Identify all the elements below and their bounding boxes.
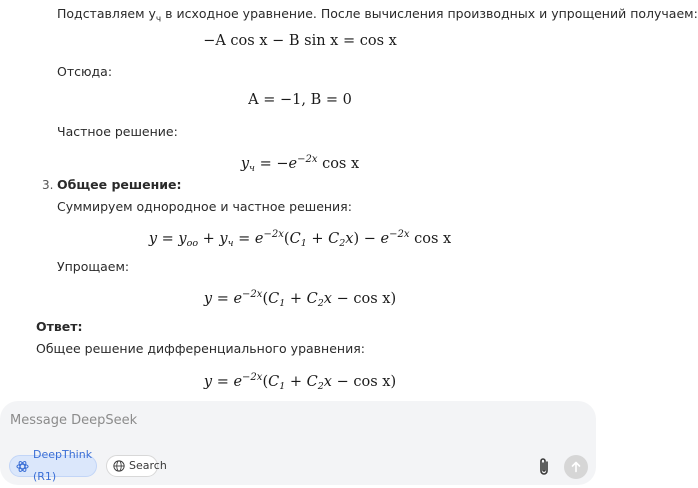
message-input[interactable]: Message DeepSeek	[10, 413, 138, 428]
math-close: )	[353, 231, 360, 247]
math-exp: −2x	[242, 289, 263, 300]
math-sub-2: 2	[317, 298, 324, 309]
math-open: (	[283, 231, 290, 247]
simplify-text: Упрощаем:	[57, 259, 130, 274]
message-composer[interactable]	[0, 401, 596, 485]
math-sub-ch: ч	[249, 163, 255, 174]
atom-icon	[16, 460, 29, 473]
math-plus: +	[202, 231, 215, 247]
math-exp: −2x	[263, 229, 284, 240]
math-minus-cos: − cos x	[331, 374, 391, 390]
math-sub-oo: оо	[186, 238, 199, 249]
math-e: e	[233, 291, 243, 307]
deepthink-label: DeepThink (R1)	[33, 448, 93, 483]
search-label: Search	[129, 459, 167, 472]
math-y: y	[203, 291, 213, 307]
answer-text: Общее решение дифференциального уравнения:	[36, 341, 365, 356]
math-open: (	[262, 374, 269, 390]
math-exp: −2x	[242, 372, 263, 383]
math-sub-1: 1	[279, 298, 286, 309]
sum-text: Суммируем однородное и частное решения:	[57, 199, 352, 214]
math-c: C	[268, 291, 280, 307]
math-plus: +	[289, 374, 303, 390]
math-c: C	[306, 291, 318, 307]
math-y: y	[240, 156, 250, 172]
from-here-text: Отсюда:	[57, 64, 113, 79]
step-3-title: Общее решение:	[57, 177, 182, 192]
equation-2: A = −1, B = 0	[248, 92, 352, 108]
math-c: C	[306, 374, 318, 390]
math-y: y	[203, 374, 213, 390]
intro-text: Подставляем y	[57, 6, 156, 21]
arrow-up-icon	[570, 461, 582, 473]
math-exp: −2x	[297, 154, 318, 165]
math-cosx: cos x	[317, 156, 360, 172]
equation-particular	[0, 150, 600, 179]
paperclip-icon[interactable]	[535, 456, 553, 478]
math-minus: −	[276, 156, 289, 172]
send-button[interactable]	[564, 455, 588, 479]
math-eq: =	[259, 156, 272, 172]
math-minus-cos: − cos x	[331, 291, 391, 307]
equation-answer	[0, 368, 600, 397]
intro-subscript: ч	[155, 14, 162, 25]
math-c: C	[268, 374, 280, 390]
math-e: e	[254, 231, 264, 247]
math-c: C	[328, 231, 340, 247]
math-e: e	[380, 231, 390, 247]
equation-general-sum	[0, 225, 600, 254]
intro-paragraph	[57, 6, 698, 28]
math-sub-2: 2	[317, 381, 324, 392]
math-e: e	[233, 374, 243, 390]
math-e: e	[288, 156, 298, 172]
equation-simplified	[0, 285, 600, 314]
math-sub-1: 1	[300, 238, 307, 249]
intro-rest: в исходное уравнение. После вычисления производных и упрощений получаем:	[161, 6, 698, 21]
math-x: x	[323, 374, 332, 390]
math-eq: =	[216, 374, 229, 390]
math-exp: −2x	[389, 229, 410, 240]
math-eq: =	[161, 231, 174, 247]
globe-icon	[113, 460, 125, 472]
search-button[interactable]	[106, 455, 167, 477]
deepthink-button[interactable]	[9, 448, 97, 483]
math-x: x	[345, 231, 354, 247]
math-minus: −	[363, 231, 376, 247]
math-y: y	[219, 231, 228, 247]
math-x: x	[323, 291, 332, 307]
math-sub-1: 1	[279, 381, 286, 392]
math-y: y	[148, 231, 158, 247]
equation-1: −A cos x − B sin x = cos x	[203, 33, 397, 49]
math-eq: =	[216, 291, 229, 307]
math-close: )	[390, 374, 397, 390]
math-plus: +	[289, 291, 303, 307]
step-3-number: 3.	[42, 178, 54, 192]
answer-title: Ответ:	[36, 319, 83, 334]
math-cosx: cos x	[409, 231, 452, 247]
math-close: )	[390, 291, 397, 307]
math-y: y	[178, 231, 187, 247]
math-eq: =	[238, 231, 251, 247]
math-c: C	[289, 231, 301, 247]
math-sub-ch: ч	[227, 238, 234, 249]
math-plus: +	[311, 231, 324, 247]
math-sub-2: 2	[339, 238, 346, 249]
math-open: (	[262, 291, 269, 307]
particular-label: Частное решение:	[57, 124, 178, 139]
